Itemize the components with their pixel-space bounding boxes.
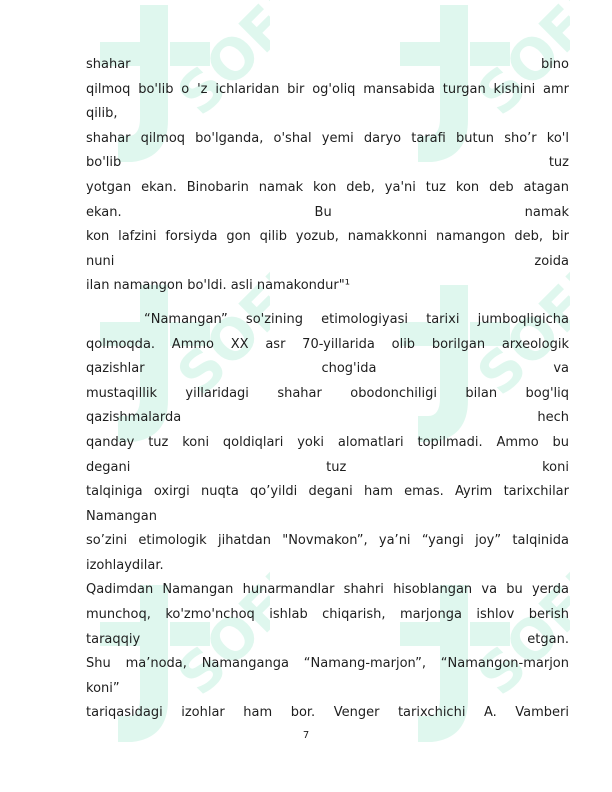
text-line: nuni zoida [86,253,569,269]
text-line: qazishmalarda hech [86,410,569,426]
text-line: izohlaydilar. [86,557,164,573]
text-line: ilan namangon bo'ldi. asli namakondur"¹ [86,278,350,294]
text-line: ekan. Bu namak [86,204,569,220]
text-line: Shu ma’noda, Namanganga “Namang-marjon”, “Namangon-marjon [86,656,569,672]
text-line: degani tuz koni [86,459,569,475]
text-line: kon lafzini forsiyda gon qilib yozub, namakkonni namangon deb, bir [86,229,569,245]
text-line: Namangan [86,508,158,524]
text-line: taraqqiy etgan. [86,631,569,647]
text-line: qilmoq bo'lib o 'z ichlaridan bir og'oliq mansabida turgan kishini amr [86,81,569,97]
text-line: mustaqillik yillaridagi shahar obodonchiligi bilan bog'liq [86,385,569,401]
text-line: shahar qilmoq bo'lganda, o'shal yemi daryo tarafi butun sho’r ko'l [86,130,569,146]
document-body [86,53,569,726]
text-line: qolmoqda. Ammo XX asr 70-yillarida olib borilgan arxeologik [86,336,569,352]
text-line: yotgan ekan. Binobarin namak kon deb, ya'ni tuz kon deb atagan [86,179,569,195]
text-line: Qadimdan Namangan hunarmandlar shahri hisoblangan va bu yerda [86,582,569,598]
page-number: 7 [302,730,310,741]
text-line: qanday tuz koni qoldiqlari yoki alomatlari topilmadi. Ammo bu [86,434,569,450]
text-line: bo'lib tuz [86,155,569,171]
text-line: talqiniga oxirgi nuqta qo’yildi degani ham emas. Ayrim tarixchilar [86,484,569,500]
text-line: koni” [86,680,120,696]
text-line: “Namangan” so'zining etimologiyasi tarixi jumboqligicha [144,311,569,327]
text-line: shahar bino [86,57,569,72]
text-line: tariqasidagi izohlar ham bor. Venger tarixchichi A. Vamberi [86,705,569,721]
paragraph-etymology [86,308,569,726]
text-line: so’zini etimologik jihatdan "Novmakon”, ya’ni “yangi joy” talqinida [86,533,569,549]
text-line: qazishlar chog'ida va [86,361,569,377]
text-line: munchoq, ko'zmo'nchoq ishlab chiqarish, marjonga ishlov berish [86,607,569,623]
text-line: qilib, [86,106,118,122]
paragraph-quote [86,53,569,299]
